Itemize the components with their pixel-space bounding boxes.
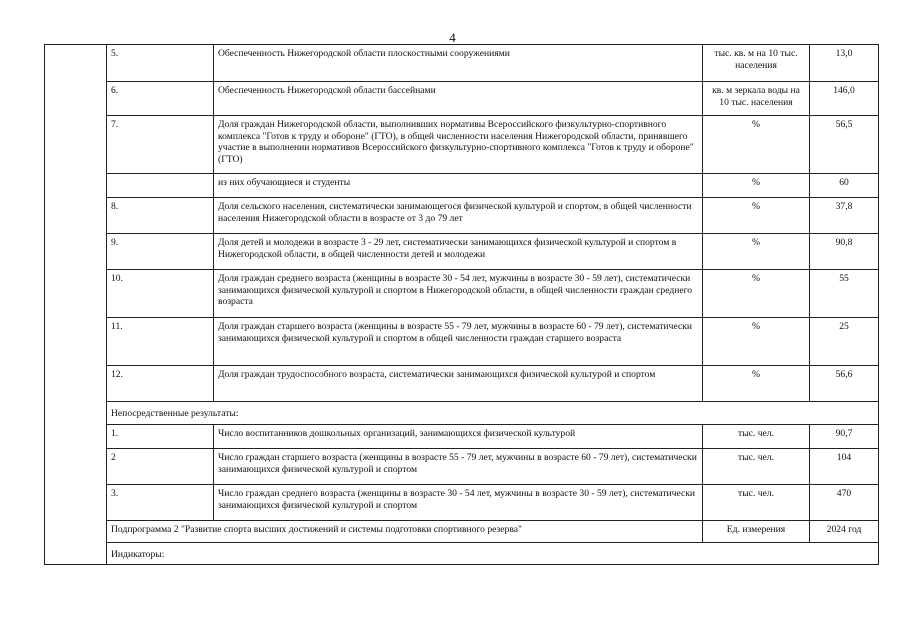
table-row bbox=[45, 198, 879, 234]
row-number: 3. bbox=[107, 485, 214, 521]
table-row bbox=[45, 116, 879, 174]
row-number: 5. bbox=[107, 45, 214, 82]
unit-cell: % bbox=[703, 234, 810, 270]
table-row bbox=[45, 45, 879, 82]
row-number bbox=[107, 174, 214, 198]
indicator-text: Доля граждан старшего возраста (женщины в возрасте 55 - 79 лет, мужчины в возрасте 60 - 79 лет), систематически занимающихся физической культурой и спортом в общей численности граждан старшего возраста bbox=[214, 318, 703, 366]
indicator-text: Число воспитанников дошкольных организаций, занимающихся физической культурой bbox=[214, 425, 703, 449]
indicator-text: Доля граждан Нижегородской области, выполнивших нормативы Всероссийского физкультурно-спортивного комплекса "Готов к труду и обороне" (ГТО), в общей численности населения Нижегородской области, принявшего участие в выполнении нормативов Всероссийского физкультурно-спортивного комплекса "Готов к труду и обороне" (ГТО) bbox=[214, 116, 703, 174]
table-row bbox=[45, 485, 879, 521]
table-row bbox=[45, 82, 879, 116]
unit-cell: % bbox=[703, 116, 810, 174]
row-number: 9. bbox=[107, 234, 214, 270]
indicator-text: Обеспеченность Нижегородской области бассейнами bbox=[214, 82, 703, 116]
indicator-text: Число граждан среднего возраста (женщины в возрасте 30 - 54 лет, мужчины в возрасте 30 - 59 лет), систематически занимающихся физической культурой и спортом bbox=[214, 485, 703, 521]
unit-cell: % bbox=[703, 366, 810, 402]
unit-cell: тыс. чел. bbox=[703, 485, 810, 521]
value-cell: 56,5 bbox=[810, 116, 879, 174]
table-row bbox=[45, 318, 879, 366]
table-row bbox=[45, 270, 879, 318]
indicators-table bbox=[44, 44, 879, 565]
indicator-text: Доля граждан трудоспособного возраста, систематически занимающихся физической культурой и спортом bbox=[214, 366, 703, 402]
page-number: 4 bbox=[449, 30, 456, 45]
indicator-text: Доля сельского населения, систематически занимающегося физической культурой и спортом, в общей численности населения Нижегородской области в возрасте от 3 до 79 лет bbox=[214, 198, 703, 234]
section-heading: Индикаторы: bbox=[107, 543, 879, 565]
row-number: 2 bbox=[107, 449, 214, 485]
table-row bbox=[45, 449, 879, 485]
indicator-text: из них обучающиеся и студенты bbox=[214, 174, 703, 198]
indicator-text: Число граждан старшего возраста (женщины в возрасте 55 - 79 лет, мужчины в возрасте 60 - 79 лет), систематически занимающихся физической культурой и спортом bbox=[214, 449, 703, 485]
unit-cell: тыс. кв. м на 10 тыс. населения bbox=[703, 45, 810, 82]
section-heading: Непосредственные результаты: bbox=[107, 402, 879, 425]
unit-header: Ед. измерения bbox=[703, 521, 810, 543]
unit-cell: % bbox=[703, 318, 810, 366]
value-cell: 25 bbox=[810, 318, 879, 366]
row-number: 10. bbox=[107, 270, 214, 318]
section-row bbox=[45, 543, 879, 565]
value-cell: 90,7 bbox=[810, 425, 879, 449]
unit-cell: тыс. чел. bbox=[703, 449, 810, 485]
value-cell: 37,8 bbox=[810, 198, 879, 234]
indicator-text: Доля граждан среднего возраста (женщины в возрасте 30 - 54 лет, мужчины в возрасте 30 - 59 лет), систематически занимающихся физической культурой и спортом в Нижегородской области, в общей численности граждан среднего возраста bbox=[214, 270, 703, 318]
section-row bbox=[45, 402, 879, 425]
row-number: 11. bbox=[107, 318, 214, 366]
value-cell: 146,0 bbox=[810, 82, 879, 116]
subprogram-title: Подпрограмма 2 "Развитие спорта высших достижений и системы подготовки спортивного резерва" bbox=[107, 521, 703, 543]
unit-cell: % bbox=[703, 198, 810, 234]
table-row bbox=[45, 174, 879, 198]
value-cell: 55 bbox=[810, 270, 879, 318]
value-cell: 470 bbox=[810, 485, 879, 521]
indicator-text: Обеспеченность Нижегородской области плоскостными сооружениями bbox=[214, 45, 703, 82]
year-header: 2024 год bbox=[810, 521, 879, 543]
unit-cell: % bbox=[703, 174, 810, 198]
row-number: 6. bbox=[107, 82, 214, 116]
value-cell: 60 bbox=[810, 174, 879, 198]
unit-cell: кв. м зеркала воды на 10 тыс. населения bbox=[703, 82, 810, 116]
unit-cell: тыс. чел. bbox=[703, 425, 810, 449]
value-cell: 104 bbox=[810, 449, 879, 485]
indicator-text: Доля детей и молодежи в возрасте 3 - 29 лет, систематически занимающихся физической культурой и спортом в Нижегородской области, в общей численности детей и молодежи bbox=[214, 234, 703, 270]
table-row bbox=[45, 366, 879, 402]
row-number: 1. bbox=[107, 425, 214, 449]
table-row bbox=[45, 234, 879, 270]
value-cell: 90,8 bbox=[810, 234, 879, 270]
row-number: 12. bbox=[107, 366, 214, 402]
row-number: 7. bbox=[107, 116, 214, 174]
table-row bbox=[45, 425, 879, 449]
left-margin-cell bbox=[45, 45, 107, 565]
unit-cell: % bbox=[703, 270, 810, 318]
value-cell: 13,0 bbox=[810, 45, 879, 82]
row-number: 8. bbox=[107, 198, 214, 234]
value-cell: 56,6 bbox=[810, 366, 879, 402]
subprogram-row bbox=[45, 521, 879, 543]
